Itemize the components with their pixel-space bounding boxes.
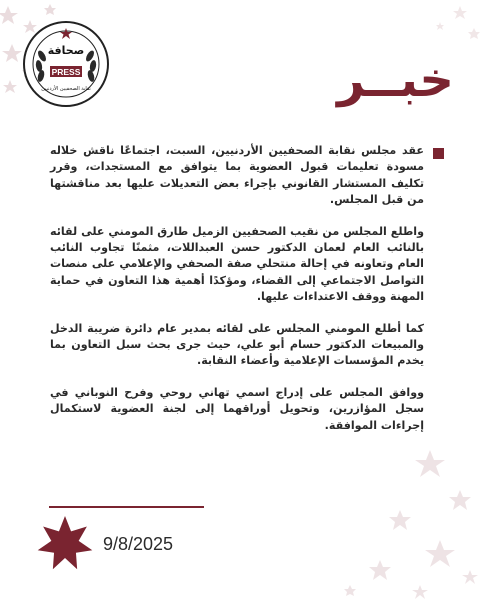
paragraph-2: واطلع المجلس من نقيب الصحفيين الزميل طارق المومني على لقائه بالنائب العام لعمان الدكتور حسن العبداللات، مثمنًا تجاوب النائب العام وتعاونه في إحالة منتحلي صفة الصحفي والإعلامي على منصات التواصل الاجتماعي إلى القضاء، ومؤكدًا أهمية هذا التعاون في حماية المهنة ووقف الاعتداءات عليها. bbox=[50, 224, 424, 304]
square-bullet-icon bbox=[433, 148, 444, 159]
paragraph-1: عقد مجلس نقابة الصحفيين الأردنيين، السبت، اجتماعًا ناقش خلاله مسودة تعليمات قبول العضوية بما يتوافق مع المستجدات، وقرر تكليف المستشار القانوني بإجراء بعض التعديلات عليها بعد مناقشتها من قبل المجلس. bbox=[50, 144, 424, 207]
logo-ring-text: نقابة الصحفيين الأردنيين bbox=[41, 86, 91, 92]
publish-date: 9/8/2025 bbox=[103, 534, 174, 554]
headline: خبــر bbox=[337, 52, 454, 108]
paragraph-3: كما أطلع المومني المجلس على لقائه بمدير عام دائرة ضريبة الدخل والمبيعات الدكتور حسام أبو علي، حيث جرى بحث سبل التعاون بما يخدم المؤسسات الإعلامية وأعضاء النقابة. bbox=[50, 321, 424, 368]
press-syndicate-logo bbox=[22, 20, 110, 108]
logo-arabic-text: صحافة bbox=[47, 44, 85, 57]
article-body bbox=[50, 143, 424, 449]
jordan-star-icon bbox=[35, 514, 95, 574]
paragraph-4: ووافق المجلس على إدراج اسمي تهاني روحي وفرح النوباني في سجل المؤازرين، وتحويل أوراقهما إلى لجنة العضوية لاستكمال إجراءات الموافقة. bbox=[50, 385, 424, 432]
footer-divider bbox=[49, 506, 204, 508]
decorative-stars-top-right bbox=[390, 0, 480, 60]
logo-press-text: PRESS bbox=[51, 67, 81, 77]
